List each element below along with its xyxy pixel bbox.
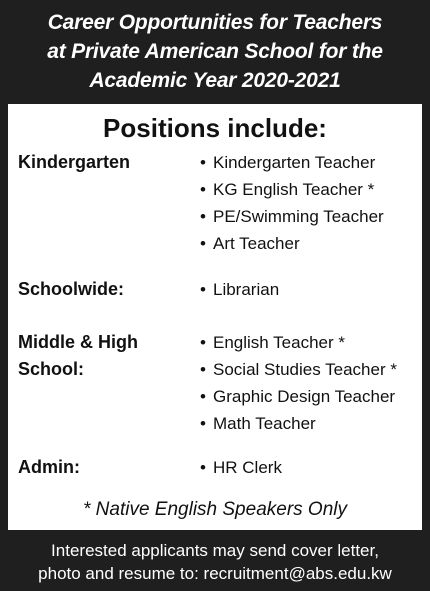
section-admin bbox=[18, 454, 414, 484]
bullet-icon: • bbox=[200, 280, 206, 299]
bullet-icon: • bbox=[200, 360, 206, 379]
position-name: Librarian bbox=[213, 280, 280, 299]
list-item bbox=[200, 329, 397, 356]
footer-line: Interested applicants may send cover letter, bbox=[51, 541, 379, 560]
list-item bbox=[200, 276, 279, 303]
list-item bbox=[200, 356, 397, 383]
section-label-line: Schoolwide: bbox=[18, 279, 125, 299]
section-label-line: Kindergarten bbox=[18, 152, 131, 172]
position-list bbox=[200, 454, 282, 481]
section-middle-high-school bbox=[18, 329, 414, 441]
list-item bbox=[200, 230, 384, 257]
header-line: at Private American School for the bbox=[47, 40, 383, 63]
section-label bbox=[18, 276, 188, 303]
bullet-icon: • bbox=[200, 387, 206, 406]
section-label bbox=[18, 149, 188, 176]
section-label bbox=[18, 329, 188, 383]
section-label-line: Admin: bbox=[18, 457, 80, 477]
position-name: HR Clerk bbox=[213, 458, 282, 477]
position-list bbox=[200, 149, 384, 257]
bullet-icon: • bbox=[200, 234, 206, 253]
positions-panel bbox=[8, 104, 422, 530]
footer-banner bbox=[0, 530, 430, 591]
section-label-line: School: bbox=[18, 359, 84, 379]
header-line: Academic Year 2020-2021 bbox=[89, 69, 341, 92]
section-label bbox=[18, 454, 188, 481]
bullet-icon: • bbox=[200, 207, 206, 226]
header-line: Career Opportunities for Teachers bbox=[47, 11, 383, 34]
header-banner bbox=[0, 0, 430, 104]
list-item bbox=[200, 203, 384, 230]
section-label-line: Middle & High bbox=[18, 332, 138, 352]
native-speakers-note: * Native English Speakers Only bbox=[82, 499, 347, 520]
list-item bbox=[200, 383, 397, 410]
bullet-icon: • bbox=[200, 333, 206, 352]
position-name: Art Teacher bbox=[213, 234, 300, 253]
bullet-icon: • bbox=[200, 458, 206, 477]
bullet-icon: • bbox=[200, 153, 206, 172]
bullet-icon: • bbox=[200, 180, 206, 199]
position-name: Social Studies Teacher * bbox=[213, 360, 397, 379]
section-kindergarten bbox=[18, 149, 414, 261]
section-schoolwide bbox=[18, 276, 414, 306]
position-name: KG English Teacher * bbox=[213, 180, 375, 199]
position-list bbox=[200, 329, 397, 437]
position-name: PE/Swimming Teacher bbox=[213, 207, 384, 226]
footer-line: photo and resume to: recruitment@abs.edu.kw bbox=[38, 564, 392, 583]
position-name: Graphic Design Teacher bbox=[213, 387, 396, 406]
list-item bbox=[200, 454, 282, 481]
list-item bbox=[200, 410, 397, 437]
bullet-icon: • bbox=[200, 414, 206, 433]
position-list bbox=[200, 276, 279, 303]
position-name: Math Teacher bbox=[213, 414, 316, 433]
list-item bbox=[200, 149, 384, 176]
list-item bbox=[200, 176, 384, 203]
position-name: English Teacher * bbox=[213, 333, 345, 352]
positions-heading: Positions include: bbox=[103, 113, 327, 143]
position-name: Kindergarten Teacher bbox=[213, 153, 376, 172]
